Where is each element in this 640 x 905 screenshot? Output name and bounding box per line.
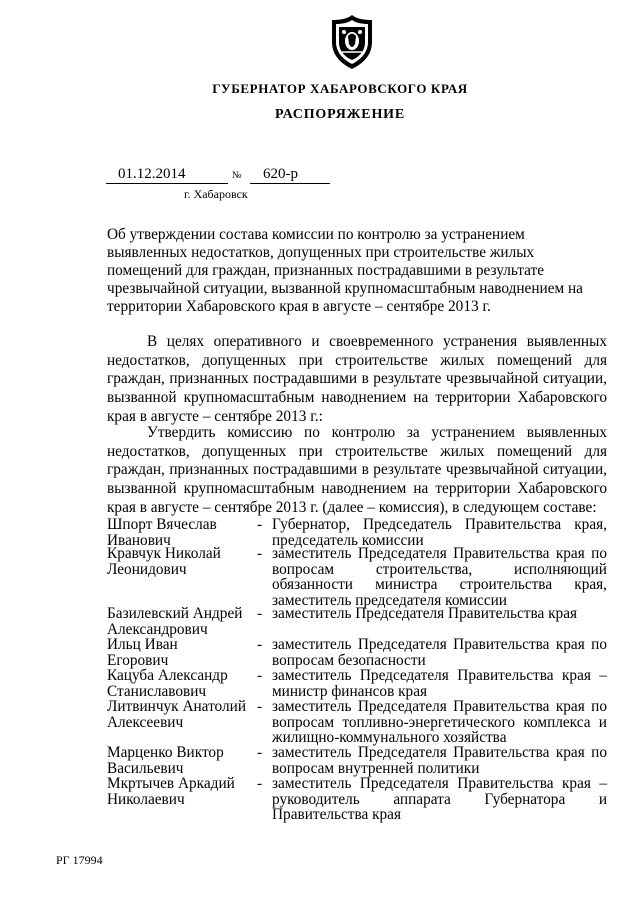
member-position: заместитель Председателя Правительства края по вопросам топливно-энергетического комплекса и жилищно-коммунального хозяйства: [272, 698, 607, 746]
member-dash: -: [257, 744, 263, 761]
member-position: Губернатор, Председатель Правительства края, председатель комиссии: [272, 516, 607, 549]
document-number: 620-р: [263, 166, 298, 182]
member-position: заместитель Председателя Правительства края по вопросам строительства, исполняющий обязанности министра строительства края, заместитель председателя комиссии: [272, 545, 607, 609]
issuing-authority: ГУБЕРНАТОР ХАБАРОВСКОГО КРАЯ: [212, 81, 468, 96]
registration-code: РГ 17994: [56, 853, 103, 867]
member-position: заместитель Председателя Правительства края – руководитель аппарата Губернатора и Правительства края: [272, 775, 607, 823]
member-name: Мкртычев Аркадий Николаевич: [107, 775, 235, 808]
member-dash: -: [257, 545, 263, 562]
decision-paragraph: Утвердить комиссию по контролю за устранением выявленных недостатков, допущенных при строительстве жилых помещений для граждан, признанных пострадавшими в результате чрезвычайной ситуации, вызванной крупномасштабным наводнением на территории Хабаровского края в августе – сентябре 2013 г. (далее – комиссия), в следующем составе:: [107, 424, 607, 516]
member-name: Ильц Иван Егорович: [107, 636, 178, 669]
document-subject: Об утверждении состава комиссии по контролю за устранением выявленных недостатков, допущенных при строительстве жилых помещений для граждан, признанных пострадавшими в результате чрезвычайной ситуации, вызванной крупномасштабным наводнением на территории Хабаровского края в августе – сентябре 2013 г.: [107, 226, 583, 315]
member-position: заместитель Председателя Правительства края: [272, 605, 578, 622]
member-name: Марценко Виктор Васильевич: [107, 744, 224, 777]
city-label: г. Хабаровск: [184, 187, 248, 201]
number-underline: [250, 183, 330, 184]
member-dash: -: [257, 775, 263, 792]
member-dash: -: [257, 667, 263, 684]
member-position: заместитель Председателя Правительства края по вопросам безопасности: [272, 636, 607, 669]
member-position: заместитель Председателя Правительства края по вопросам внутренней политики: [272, 744, 607, 777]
member-name: Кравчук Николай Леонидович: [107, 545, 221, 578]
number-sign: №: [232, 170, 242, 181]
member-name: Литвинчук Анатолий Алексеевич: [107, 698, 247, 731]
member-name: Кацуба Александр Станиславович: [107, 667, 228, 700]
document-date: 01.12.2014: [118, 166, 186, 182]
date-underline: [106, 183, 228, 184]
member-position: заместитель Председателя Правительства края – министр финансов края: [272, 667, 607, 700]
coat-of-arms-icon: [327, 14, 377, 70]
member-dash: -: [257, 636, 263, 653]
member-dash: -: [257, 605, 263, 622]
preamble-paragraph: В целях оперативного и своевременного устранения выявленных недостатков, допущенных при строительстве жилых помещений для граждан, признанных пострадавшими в результате чрезвычайной ситуации, вызванной крупномасштабным наводнением на территории Хабаровского края в августе – сентябре 2013 г.:: [107, 333, 607, 425]
member-name: Базилевский Андрей Александрович: [107, 605, 243, 638]
document-type: РАСПОРЯЖЕНИЕ: [275, 107, 405, 122]
member-dash: -: [257, 516, 263, 533]
member-dash: -: [257, 698, 263, 715]
member-name: Шпорт Вячеслав Иванович: [107, 516, 217, 549]
